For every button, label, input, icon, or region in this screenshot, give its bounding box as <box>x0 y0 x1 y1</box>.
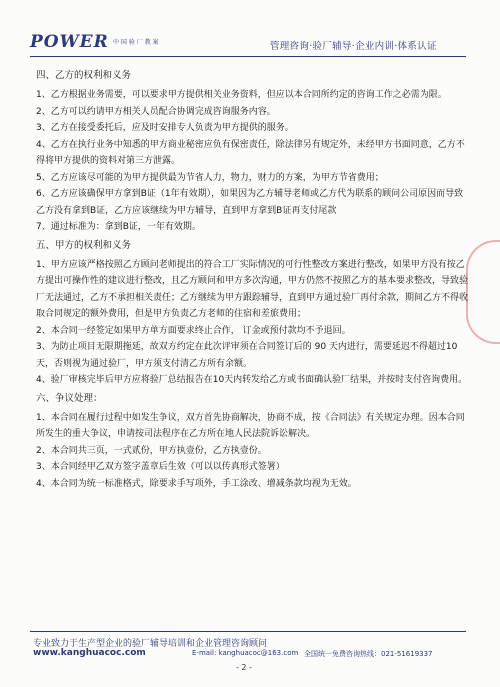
clause: 4、乙方在执行业务中知悉的甲方商业秘密应负有保密责任，除法律另有规定外，未经甲方书面同意，乙方不得将甲方提供的资料对第三方泄露。 <box>36 139 465 166</box>
document-body <box>30 66 470 492</box>
clause: 1、甲方应该严格按照乙方顾问老师提出的符合工厂实际情况的可行性整改方案进行整改，如果甲方没有按乙方提出可操作性的建议进行整改，且乙方顾问和甲方多次沟通，甲方仍然不按照乙方的基本要求整改，导致验厂无法通过，乙方不承担相关责任；乙方继续为甲方跟踪辅导，直到甲方通过验厂再付余款，期间乙方不得收取合同规定的额外费用，但是甲方负责乙方老师的住宿和差旅费用； <box>36 259 469 319</box>
page-number: - 2 - <box>236 663 252 672</box>
footer-hotline: 全国统一免费咨询热线：021-51619337 <box>304 650 433 658</box>
clause: 5、乙方应该尽可能的为甲方提供最为节省人力，物力，财力的方案，为甲方节省费用； <box>36 172 384 183</box>
footer-tagline: 专业致力于生产型企业的验厂辅导培训和企业管理咨询顾问 <box>33 639 268 649</box>
clause: 4、本合同为统一标准格式，除要求手写项外，手工涂改、增减条款均视为无效。 <box>36 478 357 489</box>
seal-stamp <box>466 240 500 344</box>
footer-email[interactable]: E-mail: kanghuacoc@163.com <box>192 649 299 657</box>
clause: 2、本合同共三页，一式贰份，甲方执壹份，乙方执壹份。 <box>36 445 267 456</box>
clause: 3、为防止项目无限期拖延，故双方约定在此次评审须在合同签订后的 90 天内进行，需要延迟不得超过10天，否则视为通过验厂，甲方须支付清乙方所有余额。 <box>36 342 458 369</box>
clause: 7、通过标准为：拿到B证，一年有效期。 <box>36 222 201 232</box>
header-slogan: 管理咨询·验厂辅导·企业内训·体系认证 <box>270 41 437 52</box>
footer-website[interactable]: www.kanghuacoc.com <box>33 648 146 658</box>
clause: 1、乙方根据业务需要，可以要求甲方提供相关业务资料，但应以本合同所约定的咨询工作之必需为限。 <box>36 90 447 100</box>
header-rule <box>30 56 466 57</box>
clause: 1、本合同在履行过程中如发生争议，双方首先协商解决，协商不成，按《合同法》有关规定办理。因本合同所发生的重大争议，申请按司法程序在乙方所在地人民法院诉讼解决。 <box>36 412 465 439</box>
section-title: 四、乙方的权利和义务 <box>36 70 132 81</box>
section-title: 五、甲方的权利和义务 <box>36 239 132 251</box>
clause: 4、验厂审核完毕后甲方应将验厂总结报告在10天内转发给乙方或书面确认验厂结果，并按时支付咨询费用。 <box>36 375 468 385</box>
clause: 3、本合同经甲乙双方签字盖章后生效（可以以传真形式签署） <box>36 462 285 472</box>
clause: 6、乙方应该确保甲方拿到B证（1年有效期），如果因为乙方辅导老师或乙方代为联系的顾问公司原因而导致乙方没有拿到B证，乙方应该继续为甲方辅导，直到甲方拿到B证再支付尾款 <box>36 189 464 216</box>
logo-subtitle: 中 国 验 厂 教 案 <box>113 39 159 46</box>
clause: 2、本合同一经签定如果甲方单方面要求终止合作， 订金或预付款均不予退回。 <box>36 325 351 336</box>
section-title: 六、争议处理： <box>36 392 103 404</box>
clause: 2、乙方可以约请甲方相关人员配合协调完成咨询服务内容。 <box>36 106 276 117</box>
clause: 3、乙方在接受委托后，应及时安排专人负责为甲方提供的服务。 <box>36 123 294 133</box>
footer-rule <box>30 631 466 632</box>
company-logo: POWER <box>30 32 109 52</box>
page-header <box>0 0 500 60</box>
